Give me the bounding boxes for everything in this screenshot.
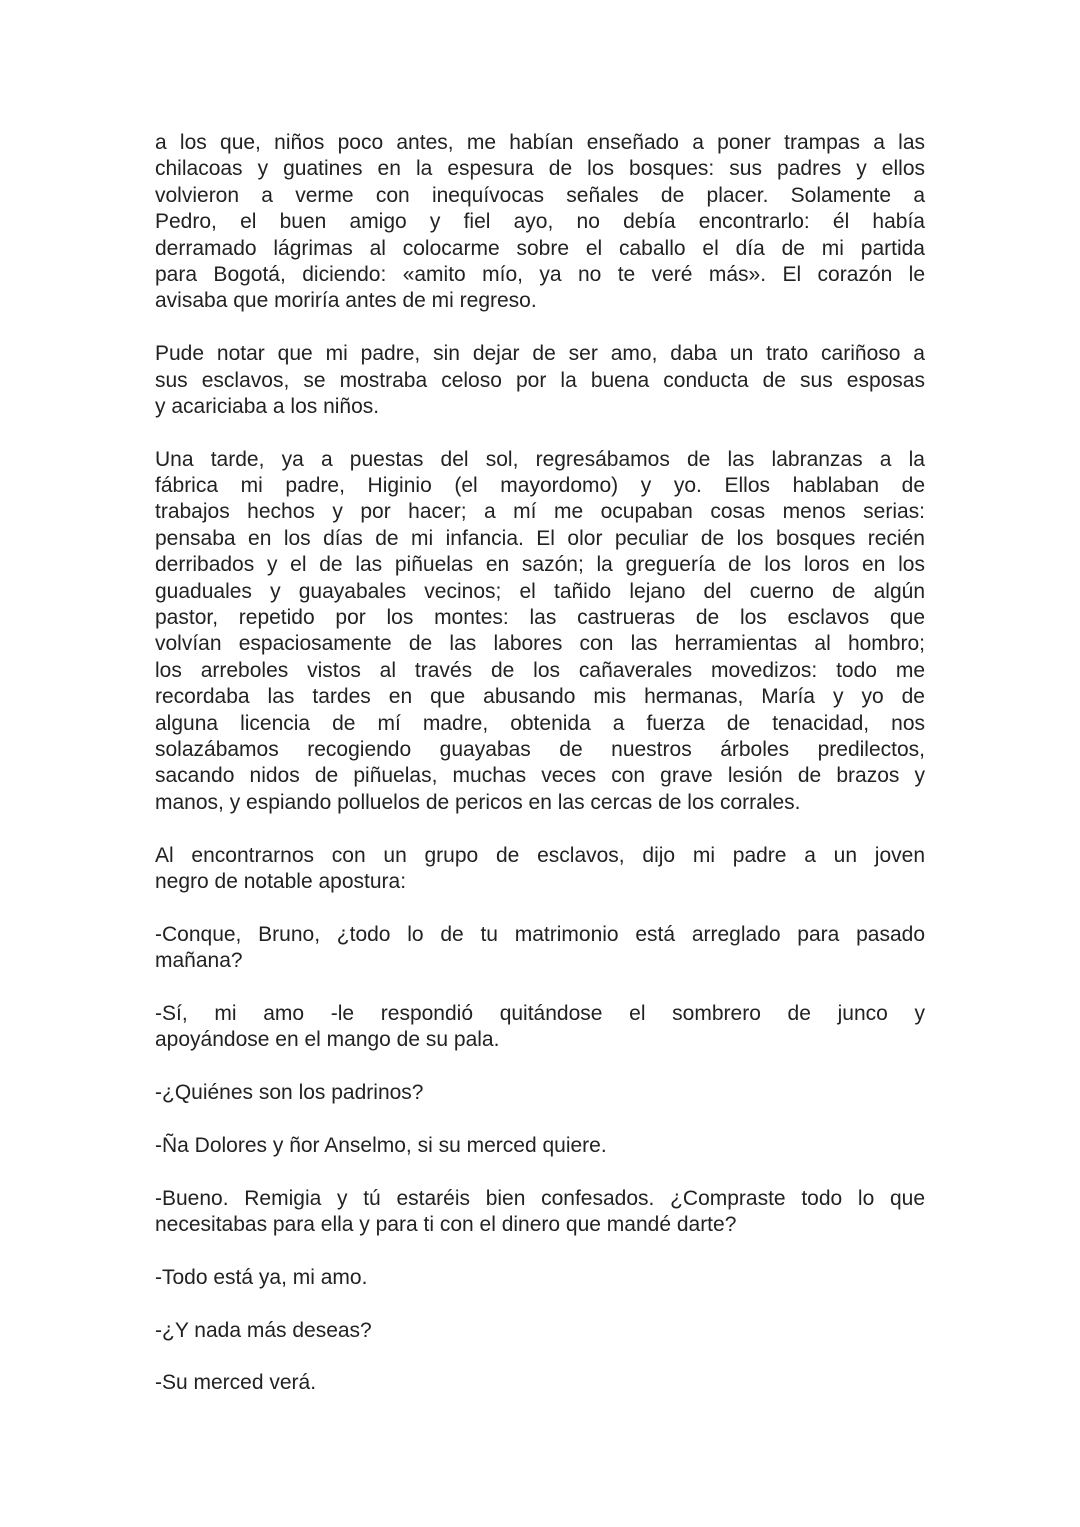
paragraph [155, 1001, 925, 1054]
text-line: -Ña Dolores y ñor Anselmo, si su merced quiere. [155, 1133, 607, 1157]
text-line: manos, y espiando polluelos de pericos en las cercas de los corrales. [155, 790, 801, 814]
paragraph [155, 922, 925, 975]
text-line: -Su merced verá. [155, 1371, 317, 1395]
text-line: trabajos hechos y por hacer; a mí me ocupaban cosas menos serias: [155, 500, 925, 524]
paragraph [155, 1186, 925, 1239]
text-line: necesitabas para ella y para ti con el dinero que mandé darte? [155, 1213, 737, 1237]
paragraph [155, 1370, 925, 1396]
text-line: volvieron a verme con inequívocas señales de placer. Solamente a [155, 183, 925, 207]
text-line: y acariciaba a los niños. [155, 394, 380, 418]
text-line: para Bogotá, diciendo: «amito mío, ya no te veré más». El corazón le [155, 262, 925, 286]
text-line: Una tarde, ya a puestas del sol, regresábamos de las labranzas a la [155, 447, 925, 471]
text-line: -Sí, mi amo -le respondió quitándose el sombrero de junco y [155, 1001, 925, 1025]
document-page-text [155, 130, 925, 1423]
text-line: recordaba las tardes en que abusando mis hermanas, María y yo de [155, 685, 925, 709]
paragraph [155, 843, 925, 896]
text-line: alguna licencia de mí madre, obtenida a fuerza de tenacidad, nos [155, 711, 925, 735]
text-line: derramado lágrimas al colocarme sobre el caballo el día de mi partida [155, 236, 925, 260]
text-line: guaduales y guayabales vecinos; el tañido lejano del cuerno de algún [155, 579, 925, 603]
text-line: -Todo está ya, mi amo. [155, 1265, 368, 1289]
paragraph [155, 447, 925, 816]
text-line: sus esclavos, se mostraba celoso por la buena conducta de sus esposas [155, 368, 925, 392]
paragraph [155, 130, 925, 315]
paragraph [155, 341, 925, 420]
text-line: negro de notable apostura: [155, 869, 407, 893]
text-line: -¿Quiénes son los padrinos? [155, 1081, 424, 1105]
text-line: avisaba que moriría antes de mi regreso. [155, 289, 537, 313]
text-line: pensaba en los días de mi infancia. El olor peculiar de los bosques recién [155, 526, 925, 550]
text-line: -Conque, Bruno, ¿todo lo de tu matrimonio está arreglado para pasado [155, 922, 925, 946]
text-line: derribados y el de las piñuelas en sazón; la greguería de los loros en los [155, 553, 925, 577]
paragraph [155, 1080, 925, 1106]
text-line: Al encontrarnos con un grupo de esclavos, dijo mi padre a un joven [155, 843, 925, 867]
text-line: pastor, repetido por los montes: las castrueras de los esclavos que [155, 606, 925, 630]
paragraph [155, 1133, 925, 1159]
text-line: Pedro, el buen amigo y fiel ayo, no debía encontrarlo: él había [155, 210, 925, 234]
text-line: volvían espaciosamente de las labores con las herramientas al hombro; [155, 632, 925, 656]
text-line: mañana? [155, 949, 243, 973]
text-line: chilacoas y guatines en la espesura de los bosques: sus padres y ellos [155, 157, 925, 181]
text-line: -¿Y nada más deseas? [155, 1318, 372, 1342]
text-line: -Bueno. Remigia y tú estaréis bien confesados. ¿Compraste todo lo que [155, 1186, 925, 1210]
text-line: sacando nidos de piñuelas, muchas veces con grave lesión de brazos y [155, 764, 925, 788]
text-line: los arreboles vistos al través de los cañaverales movedizos: todo me [155, 658, 925, 682]
paragraph [155, 1265, 925, 1291]
text-line: a los que, niños poco antes, me habían enseñado a poner trampas a las [155, 131, 925, 154]
text-line: apoyándose en el mango de su pala. [155, 1028, 500, 1052]
text-line: solazábamos recogiendo guayabas de nuestros árboles predilectos, [155, 737, 925, 761]
paragraph [155, 1318, 925, 1344]
text-line: fábrica mi padre, Higinio (el mayordomo) y yo. Ellos hablaban de [155, 474, 925, 498]
text-line: Pude notar que mi padre, sin dejar de ser amo, daba un trato cariñoso a [155, 342, 925, 366]
